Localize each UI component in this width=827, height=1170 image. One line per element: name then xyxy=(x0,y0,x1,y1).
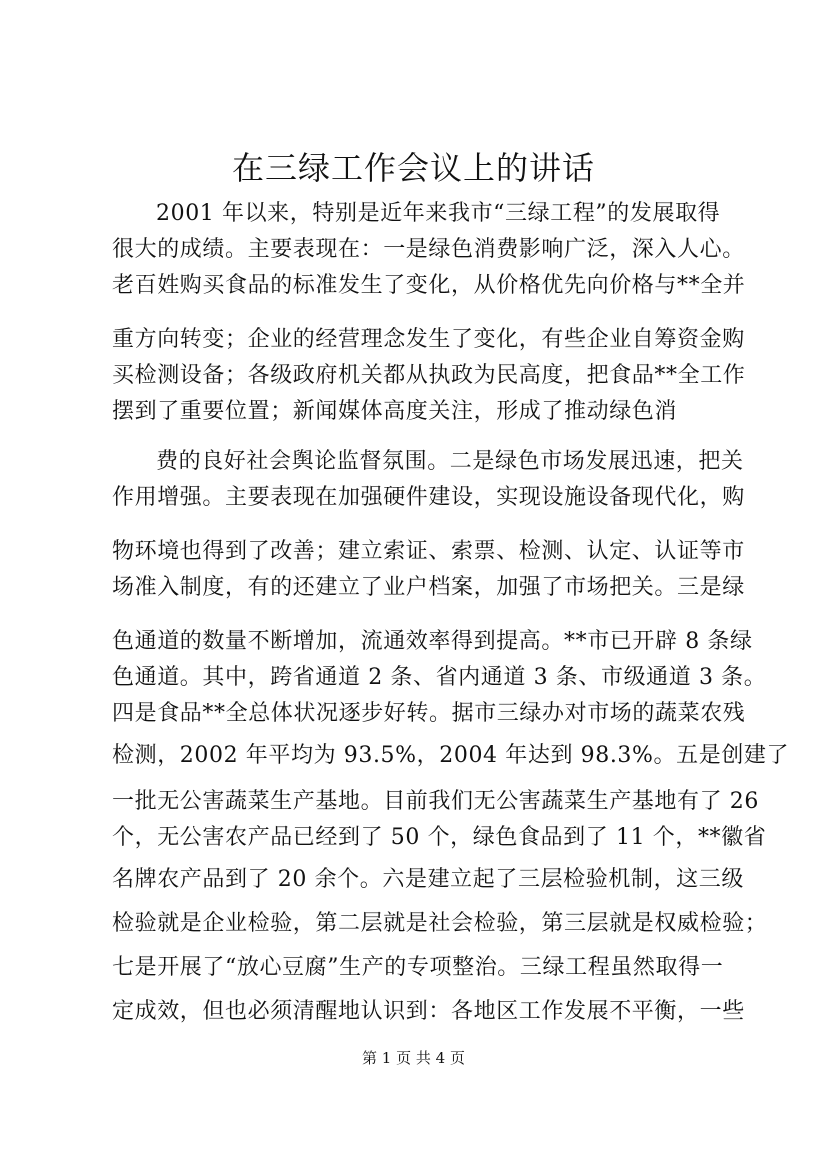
body-line: 场准入制度，有的还建立了业户档案，加强了市场把关。三是绿 xyxy=(112,575,745,600)
body-line: 个，无公害农产品已经到了 50 个，绿色食品到了 11 个，**徽省 xyxy=(112,825,767,850)
body-line: 费的良好社会舆论监督氛围。二是绿色市场发展迅速，把关 xyxy=(156,449,744,474)
body-line: 作用增强。主要表现在加强硬件建设，实现设施设备现代化，购 xyxy=(112,485,745,510)
body-line: 七是开展了“放心豆腐”生产的专项整治。三绿工程虽然取得一 xyxy=(112,955,724,980)
body-line: 摆到了重要位置；新闻媒体高度关注，形成了推动绿色消 xyxy=(112,399,678,424)
body-line: 买检测设备；各级政府机关都从执政为民高度，把食品**全工作 xyxy=(112,363,746,388)
body-line: 很大的成绩。主要表现在：一是绿色消费影响广泛，深入人心。 xyxy=(112,237,745,262)
body-line: 色通道。其中，跨省通道 2 条、省内通道 3 条、市级通道 3 条。 xyxy=(112,665,767,690)
body-line: 四是食品**全总体状况逐步好转。据市三绿办对市场的蔬菜农残 xyxy=(112,701,746,726)
body-line: 一批无公害蔬菜生产基地。目前我们无公害蔬菜生产基地有了 26 xyxy=(112,789,759,814)
body-line: 重方向转变；企业的经营理念发生了变化，有些企业自筹资金购 xyxy=(112,327,745,352)
page-number-footer: 第 1 页 共 4 页 xyxy=(362,1049,465,1067)
body-line: 名牌农产品到了 20 余个。六是建立起了三层检验机制，这三级 xyxy=(112,867,744,892)
document-title: 在三绿工作会议上的讲话 xyxy=(231,149,595,187)
body-line: 老百姓购买食品的标准发生了变化，从价格优先向价格与**全并 xyxy=(112,273,746,298)
body-line: 2001 年以来，特别是近年来我市“三绿工程”的发展取得 xyxy=(156,201,721,226)
body-line: 检验就是企业检验，第二层就是社会检验，第三层就是权威检验； xyxy=(112,911,768,936)
body-line: 物环境也得到了改善；建立索证、索票、检测、认定、认证等市 xyxy=(112,539,745,564)
body-line: 色通道的数量不断增加，流通效率得到提高。**市已开辟 8 条绿 xyxy=(112,629,753,654)
body-line: 检测，2002 年平均为 93.5%，2004 年达到 98.3%。五是创建了 xyxy=(112,743,790,768)
body-line: 定成效，但也必须清醒地认识到：各地区工作发展不平衡，一些 xyxy=(112,999,745,1024)
